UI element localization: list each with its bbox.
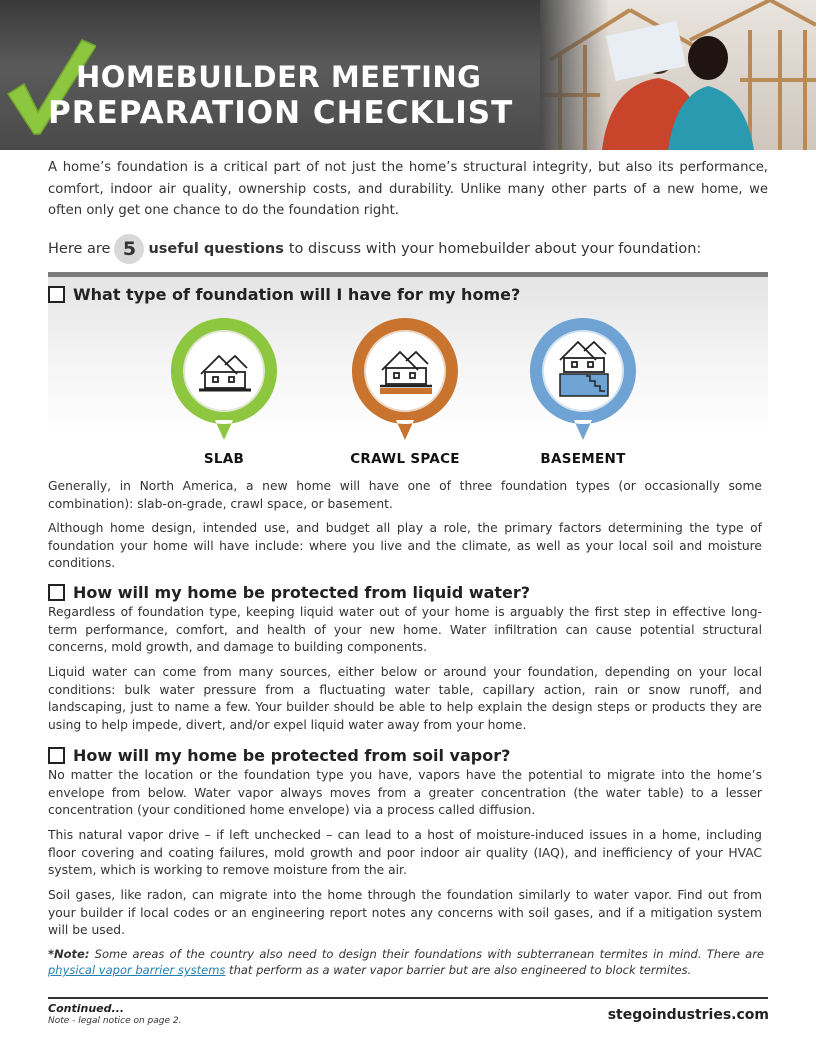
section-1-paragraph-1: Generally, in North America, a new home will have one of three foundation types (or occasionally some combination): slab-on-grade, crawl space, or basement. bbox=[48, 479, 762, 511]
footer-divider bbox=[48, 997, 768, 999]
question-1 bbox=[48, 285, 520, 304]
questions-suffix: to discuss with your homebuilder about your foundation: bbox=[288, 241, 702, 257]
basement-house-icon bbox=[528, 316, 638, 441]
crawl-space-house-icon bbox=[350, 316, 460, 441]
section-3-paragraph-2: This natural vapor drive – if left unchecked – can lead to a host of moisture-induced issues in a home, including floor covering and coating failures, mold growth and poor indoor air quality (IAQ), and inefficiency of your HVAC system, which is working to remove moisture from the air. bbox=[48, 828, 762, 877]
intro-paragraph: A home’s foundation is a critical part of not just the home’s structural integrity, but also its performance, comfort, indoor air quality, ownership costs, and durability. Unlike many other parts of a new home, we often only get one chance to do the foundation right. bbox=[48, 160, 768, 218]
note-label: *Note: bbox=[48, 947, 90, 961]
section-3-paragraph-1: No matter the location or the foundation type you have, vapors have the potential to migrate into the home’s envelope from below. Water vapor always moves from a greater concentration (the water table) to a lesser concentration (your conditioned home envelope) via a process called diffusion. bbox=[48, 768, 762, 817]
question-2 bbox=[48, 583, 530, 602]
checkbox-question-3[interactable] bbox=[48, 747, 65, 764]
section-2-paragraph-1: Regardless of foundation type, keeping liquid water out of your home is arguably the first step in effective long-term performance, comfort, and health of your new home. Water infiltration can cause potential structural concerns, mold growth, and damage to building components. bbox=[48, 605, 762, 654]
questions-bold: useful questions bbox=[148, 241, 284, 257]
note-text-1: Some areas of the country also need to design their foundations with subterranean termites in mind. There are bbox=[89, 947, 764, 961]
continued-label: Continued... bbox=[48, 1002, 125, 1015]
questions-prefix: Here are bbox=[48, 241, 111, 257]
basement-label: BASEMENT bbox=[540, 451, 626, 467]
question-1-title: What type of foundation will I have for my home? bbox=[73, 285, 521, 304]
title-line-2: PREPARATION CHECKLIST bbox=[48, 95, 514, 131]
number-badge: 5 bbox=[114, 234, 144, 264]
vapor-barrier-link[interactable]: physical vapor barrier systems bbox=[48, 963, 226, 977]
section-1-paragraph-2: Although home design, intended use, and budget all play a role, the primary factors determining the type of foundation your home will have include: where you live and the climate, as well as your local soil and moisture conditions. bbox=[48, 521, 762, 570]
section-3-paragraph-3: Soil gases, like radon, can migrate into the home through the foundation similarly to water vapor. Find out from your builder if local codes or an engineering report notes any concerns with soil gases, and if a mitigation system will be used. bbox=[48, 888, 762, 937]
questions-line bbox=[48, 234, 788, 264]
note-text-2: that perform as a water vapor barrier but are also engineered to block termites. bbox=[225, 963, 692, 977]
homeowners-photo bbox=[540, 0, 816, 150]
termite-note bbox=[48, 946, 764, 978]
slab-label: SLAB bbox=[203, 451, 245, 467]
header-banner bbox=[0, 0, 816, 150]
question-2-title: How will my home be protected from liquid water? bbox=[73, 583, 531, 602]
website-url[interactable]: stegoindustries.com bbox=[607, 1007, 769, 1023]
question-3 bbox=[48, 746, 510, 765]
slab-house-icon bbox=[169, 316, 279, 441]
section-2-paragraph-2: Liquid water can come from many sources, either below or around your foundation, depending on your local conditions: bulk water pressure from a fluctuating water table, capillary action, rain or snow runoff, and landscaping, just to name a few. Your builder should be able to help explain the design steps or products they are using to help impede, divert, and/or expel liquid water away from your home. bbox=[48, 665, 762, 732]
foundation-basement bbox=[518, 316, 648, 467]
crawl-space-label: CRAWL SPACE bbox=[350, 451, 460, 467]
checkbox-question-2[interactable] bbox=[48, 584, 65, 601]
checkbox-question-1[interactable] bbox=[48, 286, 65, 303]
legal-notice: Note - legal notice on page 2. bbox=[48, 1016, 182, 1026]
foundation-slab bbox=[159, 316, 289, 467]
foundation-crawl-space bbox=[340, 316, 470, 467]
title-line-1: HOMEBUILDER MEETING bbox=[76, 60, 482, 94]
question-3-title: How will my home be protected from soil vapor? bbox=[73, 746, 511, 765]
